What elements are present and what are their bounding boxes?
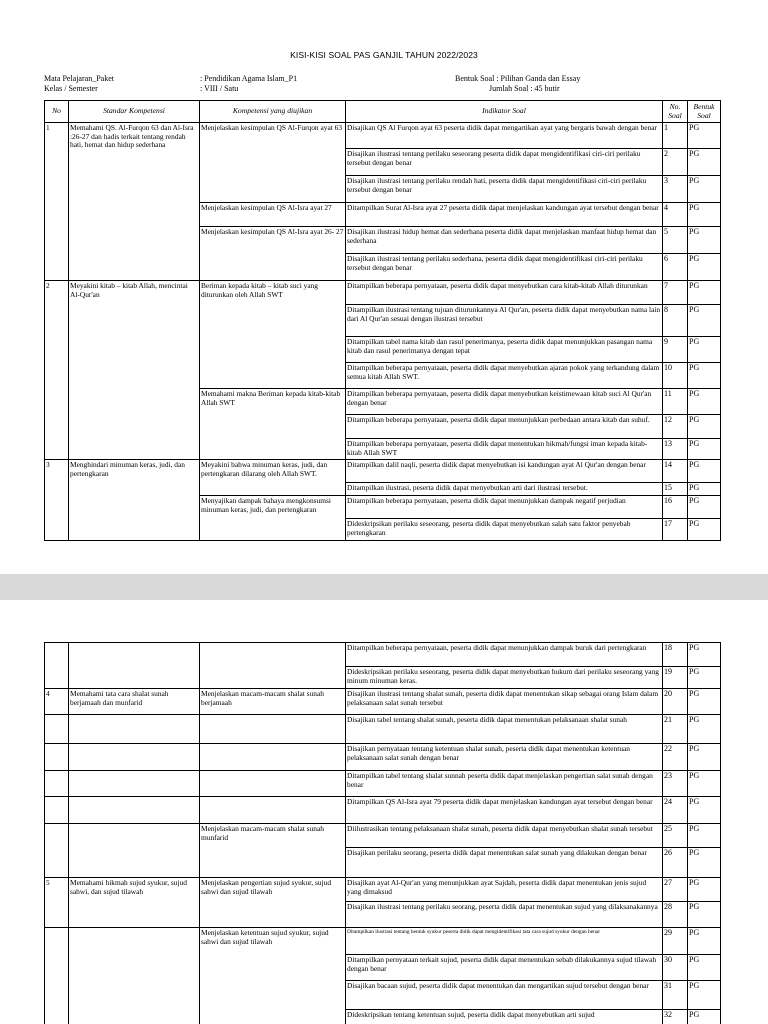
cell-no-soal: 13 [663, 439, 688, 460]
cell-bentuk-soal: PG [688, 203, 721, 227]
cell-no-soal: 22 [663, 744, 688, 771]
cell-bentuk-soal: PG [688, 305, 721, 337]
table-row [45, 771, 721, 797]
cell-standar-kompetensi [69, 797, 200, 824]
cell-bentuk-soal: PG [688, 281, 721, 305]
table-row [45, 878, 721, 902]
cell-no-soal: 32 [663, 1010, 688, 1024]
cell-bentuk-soal: PG [688, 715, 721, 744]
header-left [44, 74, 297, 94]
cell-indikator: Disajikan ilustrasi hidup hemat dan sederhana peserta didik dapat menjelaskan manfaat hidup hemat dan sederhana [346, 227, 663, 254]
cell-no-soal: 17 [663, 519, 688, 541]
cell-no [45, 643, 69, 689]
cell-kompetensi: Menjelaskan kesimpulan QS Al-Isra ayat 27 [200, 203, 346, 227]
cell-bentuk-soal: PG [688, 1010, 721, 1024]
table-body-page-1 [45, 123, 721, 541]
column-header-standar-kompetensi: Standar Kompetensi [69, 101, 200, 123]
kisi-kisi-table-page-1 [44, 100, 721, 541]
cell-standar-kompetensi [69, 715, 200, 744]
cell-bentuk-soal: PG [688, 771, 721, 797]
cell-bentuk-soal: PG [688, 848, 721, 878]
cell-bentuk-soal: PG [688, 123, 721, 149]
cell-bentuk-soal: PG [688, 415, 721, 439]
cell-bentuk-soal: PG [688, 643, 721, 667]
cell-no [45, 771, 69, 797]
cell-no-soal: 23 [663, 771, 688, 797]
cell-no-soal: 19 [663, 667, 688, 689]
cell-no [45, 744, 69, 771]
cell-bentuk-soal: PG [688, 955, 721, 981]
cell-indikator: Dideskripsikan perilaku seseorang, peserta didik dapat menyebutkan hukum dari perilaku seseorang yang minum minuman keras. [346, 667, 663, 689]
cell-no-soal: 8 [663, 305, 688, 337]
cell-bentuk-soal: PG [688, 337, 721, 363]
cell-no [45, 797, 69, 824]
mapel-label: Mata Pelajaran_Paket [44, 74, 114, 83]
cell-indikator: Disajikan ilustrasi tentang perilaku sederhana, peserta didik dapat mengidentifikasi ciri-ciri perilaku tersebut dengan benar [346, 254, 663, 281]
document-page-2 [0, 600, 768, 1024]
cell-standar-kompetensi: Menghindari minuman keras, judi, dan pertengkaran [69, 460, 200, 541]
cell-no-soal: 16 [663, 496, 688, 519]
cell-standar-kompetensi: Memahami QS. Al-Furqon 63 dan Al-Isra :26-27 dan hadis terkait tentang rendah hati, hemat dan hidup sederhana [69, 123, 200, 281]
table-body-page-2 [45, 643, 721, 1024]
cell-kompetensi: Menjelaskan kesimpulan QS Al-Furqon ayat 63 [200, 123, 346, 203]
cell-no-soal: 2 [663, 149, 688, 176]
cell-indikator: Disajikan ilustrasi tentang perilaku seseorang peserta didik dapat mengidentifikasi ciri-ciri perilaku tersebut dengan benar [346, 149, 663, 176]
cell-indikator: Disajikan pernyataan tentang ketentuan shalat sunah, peserta didik dapat menentukan ketentuan pelaksanaan salat sunah dengan benar [346, 744, 663, 771]
cell-no-soal: 1 [663, 123, 688, 149]
cell-standar-kompetensi: Meyakini kitab – kitab Allah, mencintai Al-Qur'an [69, 281, 200, 460]
cell-kompetensi: Menyajikan dampak bahaya mengkonsumsi minuman keras, judi, dan pertengkaran [200, 496, 346, 541]
cell-bentuk-soal: PG [688, 928, 721, 955]
cell-indikator: Disajikan ayat Al-Qur'an yang menunjukkan ayat Sajdah, peserta didik dapat menentukan jenis sujud yang dimaksud [346, 878, 663, 902]
cell-bentuk-soal: PG [688, 227, 721, 254]
cell-kompetensi [200, 771, 346, 797]
cell-standar-kompetensi: Memahami hikmah sujud syukur, sujud sahwi, dan sujud tilawah [69, 878, 200, 928]
cell-indikator: Disajikan ilustrasi tentang perilaku seorang, peserta didik dapat menentukan sujud yang dilaksanakannya [346, 902, 663, 928]
table-row [45, 928, 721, 955]
cell-no: 1 [45, 123, 69, 281]
cell-kompetensi [200, 715, 346, 744]
cell-indikator: Ditampilkan beberapa pernyataan, peserta didik dapat menyebutkan ajaran pokok yang terkandung dalam semua kitab Allah SWT. [346, 363, 663, 389]
cell-no-soal: 15 [663, 483, 688, 496]
cell-bentuk-soal: PG [688, 902, 721, 928]
cell-indikator: Diilustrasikan tentang pelaksanaan shalat sunah, peserta didik dapat menyebutkan shalat sunah tersebut [346, 824, 663, 848]
cell-kompetensi: Menjelaskan kesimpulan QS Al-Isra ayat 26- 27 [200, 227, 346, 281]
cell-indikator: Ditampilkan beberapa pernyataan, peserta didik dapat menunjukkan dampak buruk dari pertengkaran [346, 643, 663, 667]
table-row [45, 797, 721, 824]
cell-bentuk-soal: PG [688, 254, 721, 281]
cell-standar-kompetensi [69, 928, 200, 1024]
cell-kompetensi [200, 643, 346, 689]
cell-bentuk-soal: PG [688, 363, 721, 389]
cell-no-soal: 4 [663, 203, 688, 227]
table-row [45, 689, 721, 715]
cell-no-soal: 24 [663, 797, 688, 824]
cell-indikator: Ditampilkan beberapa pernyataan, peserta didik dapat menunjukkan dampak negatif perjudian [346, 496, 663, 519]
cell-bentuk-soal: PG [688, 176, 721, 203]
cell-indikator: Ditampilkan beberapa pernyataan, peserta didik dapat menentukan hikmah/fungsi iman kepada kitab-kitab Allah SWT [346, 439, 663, 460]
column-header-kompetensi: Kompetensi yang diujikan [200, 101, 346, 123]
cell-no-soal: 10 [663, 363, 688, 389]
header-right [455, 74, 580, 94]
table-row [45, 715, 721, 744]
cell-bentuk-soal: PG [688, 460, 721, 483]
cell-no: 5 [45, 878, 69, 928]
cell-indikator: Disajikan tabel tentang shalat sunah, peserta didik dapat menentukan pelaksanaan shalat sunah [346, 715, 663, 744]
cell-bentuk-soal: PG [688, 496, 721, 519]
mapel-value: : Pendidikan Agama Islam_P1 [200, 74, 298, 83]
cell-no-soal: 6 [663, 254, 688, 281]
cell-no-soal: 20 [663, 689, 688, 715]
cell-no-soal: 30 [663, 955, 688, 981]
cell-bentuk-soal: PG [688, 981, 721, 1010]
column-header-no-soal: No. Soal [663, 101, 688, 123]
column-header-bentuk-soal: Bentuk Soal [688, 101, 721, 123]
cell-no-soal: 3 [663, 176, 688, 203]
table-row [45, 123, 721, 149]
cell-indikator: Disajikan QS Al Furqon ayat 63 peserta didik dapat mengartikan ayat yang bergaris bawah dengan benar [346, 123, 663, 149]
cell-bentuk-soal: PG [688, 519, 721, 541]
cell-indikator: Disajikan bacaan sujud, peserta didik dapat menentukan dan mengartikan sujud tersebut dengan benar [346, 981, 663, 1010]
cell-no-soal: 29 [663, 928, 688, 955]
cell-no-soal: 25 [663, 824, 688, 848]
cell-no-soal: 18 [663, 643, 688, 667]
cell-indikator: Ditampilkan Surat Al-Isra ayat 27 peserta didik dapat menjelaskan kandungan ayat tersebut dengan benar [346, 203, 663, 227]
cell-indikator: Ditampilkan beberapa pernyataan, peserta didik dapat menyebutkan cara kitab-kitab Allah diturunkan [346, 281, 663, 305]
cell-kompetensi: Menjelaskan pengertian sujud syukur, sujud sahwi dan sujud tilawah [200, 878, 346, 928]
table-row [45, 460, 721, 483]
cell-indikator: Ditampilkan dalil naqli, peserta didik dapat menyebutkan isi kandungan ayat Al Qur'an dengan benar [346, 460, 663, 483]
cell-indikator: Ditampilkan beberapa pernyataan, peserta didik dapat menunjukkan perbedaan antara kitab dan suhuf. [346, 415, 663, 439]
cell-no-soal: 5 [663, 227, 688, 254]
cell-no [45, 715, 69, 744]
cell-no-soal: 9 [663, 337, 688, 363]
cell-no-soal: 27 [663, 878, 688, 902]
cell-no [45, 928, 69, 1024]
cell-kompetensi: Meyakini bahwa minuman keras, judi, dan pertengkaran dilarang oleh Allah SWT. [200, 460, 346, 496]
cell-bentuk-soal: PG [688, 797, 721, 824]
cell-no-soal: 28 [663, 902, 688, 928]
kelas-value: : VIII / Satu [200, 84, 239, 93]
cell-no-soal: 7 [663, 281, 688, 305]
cell-bentuk-soal: PG [688, 878, 721, 902]
cell-bentuk-soal: PG [688, 824, 721, 848]
cell-standar-kompetensi [69, 643, 200, 689]
cell-standar-kompetensi: Memahami tata cara shalat sunah berjamaah dan munfarid [69, 689, 200, 715]
cell-no-soal: 21 [663, 715, 688, 744]
cell-indikator: Ditampilkan beberapa pernyataan, peserta didik dapat menyebutkan keistimewaan kitab suci Al Qur'an dengan benar [346, 389, 663, 415]
cell-no-soal: 11 [663, 389, 688, 415]
cell-kompetensi: Menjelaskan macam-macam shalat sunah berjamaah [200, 689, 346, 715]
document-title: KISI-KISI SOAL PAS GANJIL TAHUN 2022/2023 [290, 50, 478, 60]
cell-bentuk-soal: PG [688, 389, 721, 415]
cell-kompetensi: Beriman kepada kitab – kitab suci yang diturunkan oleh Allah SWT [200, 281, 346, 389]
cell-no-soal: 26 [663, 848, 688, 878]
cell-no: 3 [45, 460, 69, 541]
jumlah-soal-label: Jumlah Soal : 45 butir [489, 84, 560, 93]
bentuk-soal-label: Bentuk Soal : Pilihan Ganda dan Essay [455, 74, 581, 83]
kisi-kisi-table-page-2 [44, 642, 721, 1024]
cell-no-soal: 14 [663, 460, 688, 483]
cell-no: 2 [45, 281, 69, 460]
cell-indikator: Ditampilkan ilustrasi tentang bentuk syukur peserta didik dapat mengidentifikasi tata cara sujud syukur dengan benar [346, 928, 663, 955]
cell-bentuk-soal: PG [688, 149, 721, 176]
table-row [45, 643, 721, 667]
table-row [45, 281, 721, 305]
column-header-no: No [45, 101, 69, 123]
cell-bentuk-soal: PG [688, 439, 721, 460]
column-header-indikator: Indikator Soal [346, 101, 663, 123]
cell-indikator: Ditampilkan ilustrasi, peserta didik dapat menyebutkan arti dari ilustrasi tersebut. [346, 483, 663, 496]
cell-indikator: Disajikan ilustrasi tentang shalat sunah, peserta didik dapat menentukan sikap sebagai orang Islam dalam pelaksanaan salat sunah tersebut [346, 689, 663, 715]
cell-indikator: Disajikan perilaku seorang, peserta didik dapat menentukan salat sunah yang dilakukan dengan benar [346, 848, 663, 878]
kelas-label: Kelas / Semester [44, 84, 98, 93]
cell-indikator: Dideskripsikan perilaku seseorang, peserta didik dapat menyebutkan salah satu faktor penyebab pertengkaran [346, 519, 663, 541]
cell-no-soal: 12 [663, 415, 688, 439]
cell-no: 4 [45, 689, 69, 715]
cell-standar-kompetensi [69, 744, 200, 771]
table-header-row [45, 101, 721, 123]
cell-bentuk-soal: PG [688, 667, 721, 689]
cell-kompetensi [200, 797, 346, 824]
cell-no [45, 824, 69, 878]
cell-bentuk-soal: PG [688, 483, 721, 496]
cell-indikator: Ditampilkan pernyataan terkait sujud, peserta didik dapat menentukan sebab dilakukannya sujud tilawah dengan benar [346, 955, 663, 981]
cell-indikator: Ditampilkan tabel nama kitab dan rasul penerimanya, peserta didik dapat menunjukkan pasangan nama kitab dan rasul penerimanya dengan tepat [346, 337, 663, 363]
cell-kompetensi: Menjelaskan ketentuan sujud syukur, sujud sahwi dan sujud tilawah [200, 928, 346, 1024]
cell-bentuk-soal: PG [688, 744, 721, 771]
cell-indikator: Dideskripsikan tentang ketentuan sujud, peserta didik dapat menyebutkan arti sujud [346, 1010, 663, 1024]
cell-kompetensi: Memahami makna Beriman kepada kitab-kitab Allah SWT [200, 389, 346, 460]
table-row [45, 744, 721, 771]
cell-bentuk-soal: PG [688, 689, 721, 715]
table-row [45, 824, 721, 848]
cell-standar-kompetensi [69, 824, 200, 878]
cell-kompetensi: Menjelaskan macam-macam shalat sunah munfarid [200, 824, 346, 878]
cell-kompetensi [200, 744, 346, 771]
cell-indikator: Ditampilkan QS Al-Isra ayat 79 peserta didik dapat menjelaskan kandungan ayat tersebut dengan benar [346, 797, 663, 824]
cell-standar-kompetensi [69, 771, 200, 797]
cell-indikator: Ditampilkan ilustrasi tentang tujuan diturunkannya Al Qur'an, peserta didik dapat menyebutkan nama lain dari Al Qur'an sesuai dengan ilustrasi tersebut [346, 305, 663, 337]
cell-indikator: Disajikan ilustrasi tentang perilaku rendah hati, peserta didik dapat mengidentifikasi ciri-ciri perilaku tersebut dengan benar [346, 176, 663, 203]
cell-no-soal: 31 [663, 981, 688, 1010]
cell-indikator: Ditampilkan tabel tentang shalat sunnah peserta didik dapat menjelaskan pengertian salat sunah dengan benar [346, 771, 663, 797]
